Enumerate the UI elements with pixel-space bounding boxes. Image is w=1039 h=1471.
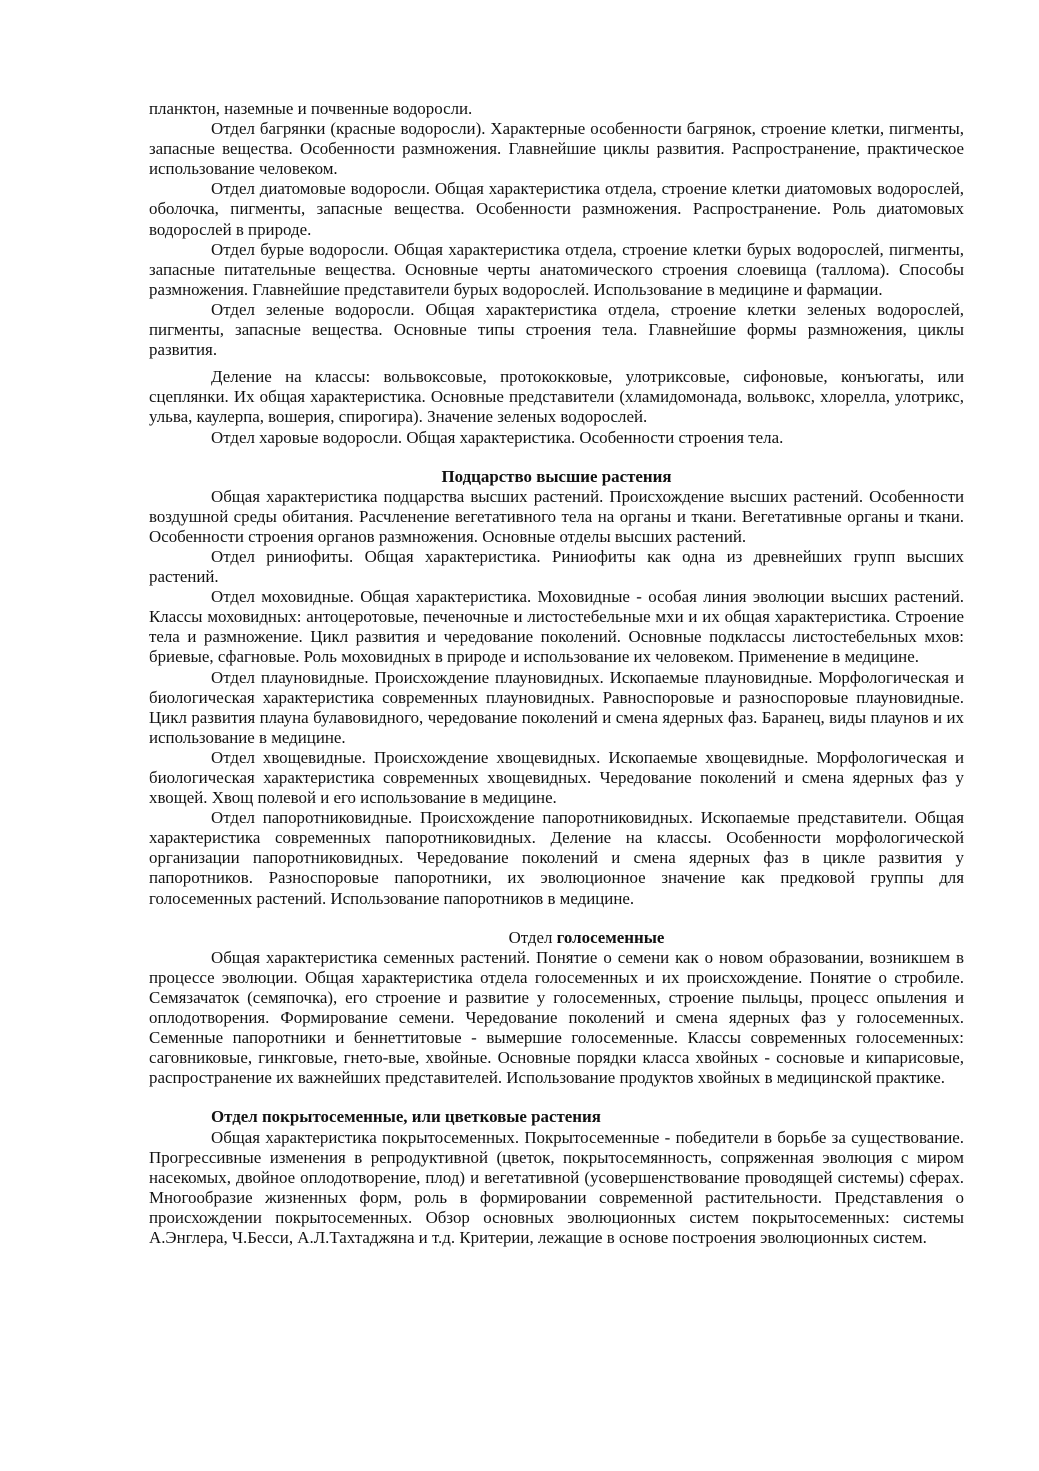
paragraph-higher-plants-general: Общая характеристика подцарства высших растений. Происхождение высших растений. Особенности воздушной среды обитания. Расчленение вегетативного тела на органы и ткани. Вегетативные органы и ткани. Особенности строения органов размножения. Основные отделы высших растений.: [149, 486, 964, 546]
paragraph-green-algae-classes: Деление на классы: вольвоксовые, протококковые, улотриксовые, сифоновые, конъюгаты, или сцеплянки. Их общая характеристика. Основные представители (хламидомонада, вольвокс, хлорелла, улотрикс, ульва, каулерпа, вошерия, спирогира). Значение зеленых водорослей.: [149, 367, 964, 427]
spacer: [149, 909, 964, 928]
section-heading-angiosperms: Отдел покрытосеменные, или цветковые растения: [211, 1107, 601, 1127]
section-heading-gymnosperms: [149, 928, 964, 948]
paragraph-angiosperms: Общая характеристика покрытосеменных. Покрытосеменные - победители в борьбе за существование. Прогрессивные изменения в репродуктивной (цветок, покрытосемянность, сопряженная эволюция с миром насекомых, двойное оплодотворение, плод) и вегетативной (усовершенствование проводящей системы) сферах. Многообразие жизненных форм, роль в формировании современной растительности. Представления о происхождении покрытосеменных. Обзор основных эволюционных систем покрытосеменных: системы А.Энглера, Ч.Бесси, А.Л.Тахтаджяна и т.д. Критерии, лежащие в основе построения эволюционных систем.: [149, 1127, 964, 1247]
paragraph-bryophytes: Отдел моховидные. Общая характеристика. Моховидные - особая линия эволюции высших растений. Классы моховидных: антоцеротовые, печеночные и листостебельные мхи и их общая характеристика. Строение тела и размножение. Цикл развития и чередование поколений. Основные подклассы листостебельных мхов: бриевые, сфагновые. Роль моховидных в природе и использование их человеком. Применение в медицине.: [149, 587, 964, 667]
spacer: [149, 360, 964, 367]
section-heading-higher-plants: Подцарство высшие растения: [441, 466, 672, 486]
paragraph-ferns: Отдел папоротниковидные. Происхождение папоротниковидных. Ископаемые представители. Общая характеристика современных папоротниковидных. Деление на классы. Особенности морфологической организации папоротниковидных. Чередование поколений и смена ядерных фаз в цикле развития у папоротников. Разноспоровые папоротники, их эволюционное значение как предковой группы для голосеменных растений. Использование папоротников в медицине.: [149, 808, 964, 908]
spacer: [149, 448, 964, 467]
paragraph-rhyniophytes: Отдел риниофиты. Общая характеристика. Риниофиты как одна из древнейших групп высших растений.: [149, 546, 964, 587]
paragraph-charophytes: Отдел харовые водоросли. Общая характеристика. Особенности строения тела.: [211, 427, 784, 447]
spacer: [149, 1088, 964, 1107]
heading-bold-part: голосеменные: [556, 927, 665, 947]
paragraph-plankton-end: планктон, наземные и почвенные водоросли.: [149, 99, 473, 118]
heading-plain-part: Отдел: [508, 927, 557, 947]
paragraph-lycophytes: Отдел плауновидные. Происхождение плауновидных. Ископаемые плауновидные. Морфологическая и биологическая характеристика современных плауновидных. Равноспоровые и разноспоровые плауновидные. Цикл развития плауна булавовидного, чередование поколений и смена ядерных фаз. Баранец, виды плаунов и их использование в медицине.: [149, 667, 964, 747]
paragraph-red-algae: Отдел багрянки (красные водоросли). Характерные особенности багрянок, строение клетки, пигменты, запасные вещества. Особенности размножения. Главнейшие циклы развития. Распространение, практическое использование человеком.: [149, 119, 964, 179]
paragraph-brown-algae: Отдел бурые водоросли. Общая характеристика отдела, строение клетки бурых водорослей, пигменты, запасные питательные вещества. Основные черты анатомического строения слоевища (таллома). Способы размножения. Главнейшие представители бурых водорослей. Использование в медицине и фармации.: [149, 239, 964, 299]
paragraph-gymnosperms: Общая характеристика семенных растений. Понятие о семени как о новом образовании, возникшем в процессе эволюции. Общая характеристика отдела голосеменных и их происхождение. Понятие о стробиле. Семязачаток (семяпочка), его строение и развитие у голосеменных, строение пыльцы, процесс опыления и оплодотворения. Формирование семени. Чередование поколений и смена ядерных фаз у голосеменных. Семенные папоротники и беннеттитовые - вымершие голосеменные. Классы современных голосеменных: саговниковые, гинкговые, гнето-вые, хвойные. Основные порядки класса хвойных - сосновые и кипарисовые, распространение их важнейших представителей. Использование продуктов хвойных в медицинской практике.: [149, 947, 964, 1088]
paragraph-horsetails: Отдел хвощевидные. Происхождение хвощевидных. Ископаемые хвощевидные. Морфологическая и биологическая характеристика современных хвощевидных. Чередование поколений и смена ядерных фаз у хвощей. Хвощ полевой и его использование в медицине.: [149, 747, 964, 808]
document-page: [149, 99, 964, 1248]
paragraph-green-algae: Отдел зеленые водоросли. Общая характеристика отдела, строение клетки зеленых водорослей, пигменты, запасные вещества. Основные типы строения тела. Главнейшие формы размножения, циклы развития.: [149, 299, 964, 360]
paragraph-diatoms: Отдел диатомовые водоросли. Общая характеристика отдела, строение клетки диатомовых водорослей, оболочка, пигменты, запасные вещества. Особенности размножения. Распространение. Роль диатомовых водорослей в природе.: [149, 179, 964, 239]
